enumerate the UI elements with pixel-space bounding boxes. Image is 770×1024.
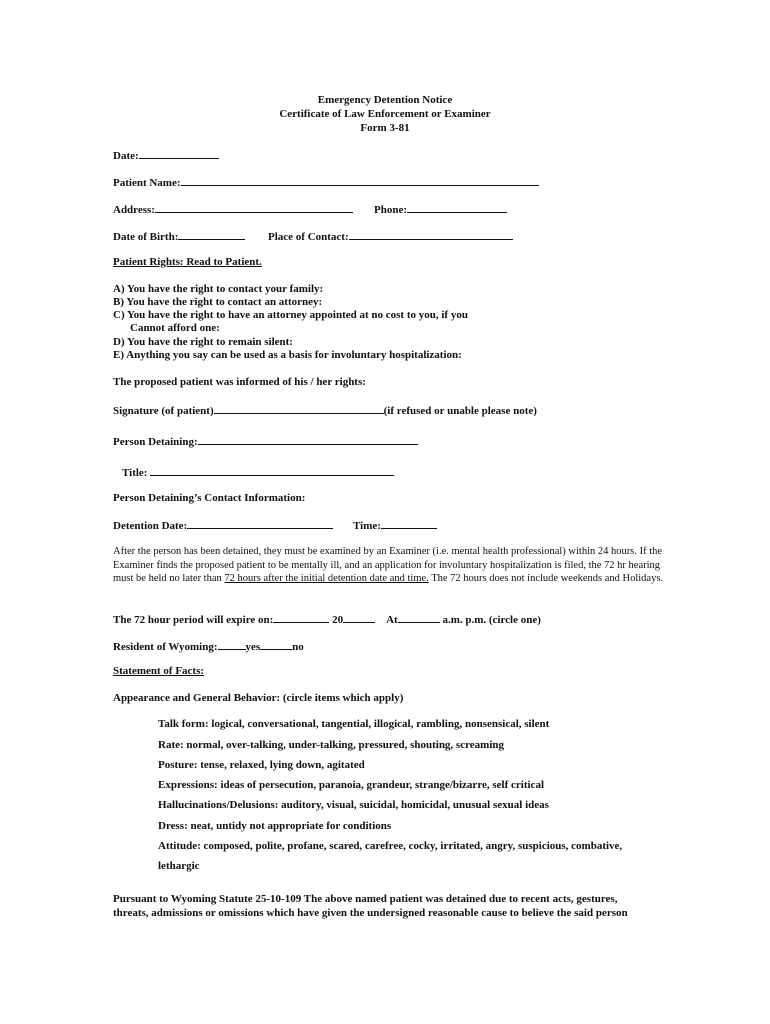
place-row [268, 229, 513, 243]
signature-field[interactable] [214, 403, 384, 414]
dob-row [113, 229, 245, 243]
fact-item-hallucinations[interactable]: Hallucinations/Delusions: auditory, visual, suicidal, homicidal, unusual sexual ideas [158, 799, 549, 811]
contact-info-label: Person Detaining’s Contact Information: [113, 492, 306, 504]
phone-field[interactable] [407, 202, 507, 213]
expire-row [113, 612, 541, 626]
title-row [122, 465, 394, 479]
date-field[interactable] [139, 148, 219, 159]
patient-name-row [113, 175, 539, 189]
expire-at-label: At [386, 614, 398, 626]
notice-underlined-text: 72 hours after the initial detention date and time. [224, 573, 429, 584]
am-pm-options: a.m. p.m. (circle one) [442, 614, 541, 626]
form-number: Form 3-81 [360, 122, 410, 134]
facts-heading: Statement of Facts: [113, 665, 205, 677]
signature-label: Signature (of patient) [113, 405, 214, 417]
signature-note: (if refused or unable please note) [383, 405, 537, 417]
rights-heading: Patient Rights: Read to Patient. [113, 256, 262, 268]
fact-item-rate[interactable]: Rate: normal, over-talking, under-talking, pressured, shouting, screaming [158, 739, 505, 751]
examination-notice [113, 545, 665, 586]
expire-label: The 72 hour period will expire on: [113, 614, 274, 626]
title-field[interactable] [150, 465, 394, 476]
signature-row [113, 403, 537, 417]
statute-line-2: threats, admissions or omissions which have given the undersigned reasonable cause to believe the said person [113, 907, 628, 919]
expire-year-field[interactable] [343, 612, 375, 623]
resident-yes: yes [245, 641, 261, 653]
form-title: Emergency Detention Notice [317, 94, 453, 106]
time-field[interactable] [381, 518, 437, 529]
place-label: Place of Contact: [268, 231, 349, 243]
fact-item-expressions[interactable]: Expressions: ideas of persecution, paranoia, grandeur, strange/bizarre, self critical [158, 779, 544, 791]
time-row [353, 518, 437, 532]
right-item: A) You have the right to contact your family: [113, 283, 324, 295]
appearance-heading: Appearance and General Behavior: (circle items which apply) [113, 692, 404, 704]
resident-no-field[interactable] [260, 639, 292, 650]
title-label: Title: [122, 467, 148, 479]
detention-date-label: Detention Date: [113, 520, 188, 532]
resident-no: no [292, 641, 304, 653]
right-item: C) You have the right to have an attorney appointed at no cost to you, if you [113, 309, 468, 321]
time-label: Time: [353, 520, 381, 532]
form-subtitle: Certificate of Law Enforcement or Examiner [279, 108, 491, 120]
person-detaining-label: Person Detaining: [113, 436, 198, 448]
fact-item-dress[interactable]: Dress: neat, untidy not appropriate for conditions [158, 820, 392, 832]
right-item: Cannot afford one: [130, 322, 220, 334]
expire-date-field[interactable] [273, 612, 329, 623]
patient-name-field[interactable] [181, 175, 539, 186]
informed-statement: The proposed patient was informed of his / her rights: [113, 376, 366, 388]
phone-label: Phone: [374, 204, 407, 216]
detention-date-field[interactable] [187, 518, 333, 529]
patient-name-label: Patient Name: [113, 177, 181, 189]
fact-item-posture[interactable]: Posture: tense, relaxed, lying down, agitated [158, 759, 365, 771]
right-item: E) Anything you say can be used as a basis for involuntary hospitalization: [113, 349, 462, 361]
right-item: D) You have the right to remain silent: [113, 336, 293, 348]
right-item: B) You have the right to contact an attorney: [113, 296, 323, 308]
address-field[interactable] [155, 202, 353, 213]
address-row [113, 202, 353, 216]
person-detaining-field[interactable] [198, 434, 418, 445]
detention-date-row [113, 518, 333, 532]
notice-text-end: The 72 hours does not include weekends and Holidays. [428, 573, 664, 584]
notice-text: After the person has been detained, they must be examined by an Examiner (i.e. mental health professional) within 24 hours. If the Examiner finds the proposed patient to be mentally ill, and an application for involuntary hospitalization is filed, the 72 hr hearing must be held no later than [113, 546, 663, 584]
fact-item-talk[interactable]: Talk form: logical, conversational, tangential, illogical, rambling, nonsensical, silent [158, 718, 550, 730]
resident-label: Resident of Wyoming: [113, 641, 218, 653]
dob-label: Date of Birth: [113, 231, 179, 243]
date-row [113, 148, 219, 162]
address-label: Address: [113, 204, 155, 216]
place-field[interactable] [349, 229, 513, 240]
person-detaining-row [113, 434, 418, 448]
expire-time-field[interactable] [398, 612, 440, 623]
dob-field[interactable] [178, 229, 245, 240]
resident-row [113, 639, 304, 653]
fact-item-attitude-cont[interactable]: lethargic [158, 860, 200, 872]
date-label: Date: [113, 150, 139, 162]
statute-line-1: Pursuant to Wyoming Statute 25-10-109 The above named patient was detained due to recent acts, gestures, [113, 893, 618, 905]
resident-yes-field[interactable] [218, 639, 246, 650]
phone-row [374, 202, 507, 216]
expire-year-label: 20 [332, 614, 344, 626]
fact-item-attitude[interactable]: Attitude: composed, polite, profane, scared, carefree, cocky, irritated, angry, suspicious, combative, [158, 840, 623, 852]
